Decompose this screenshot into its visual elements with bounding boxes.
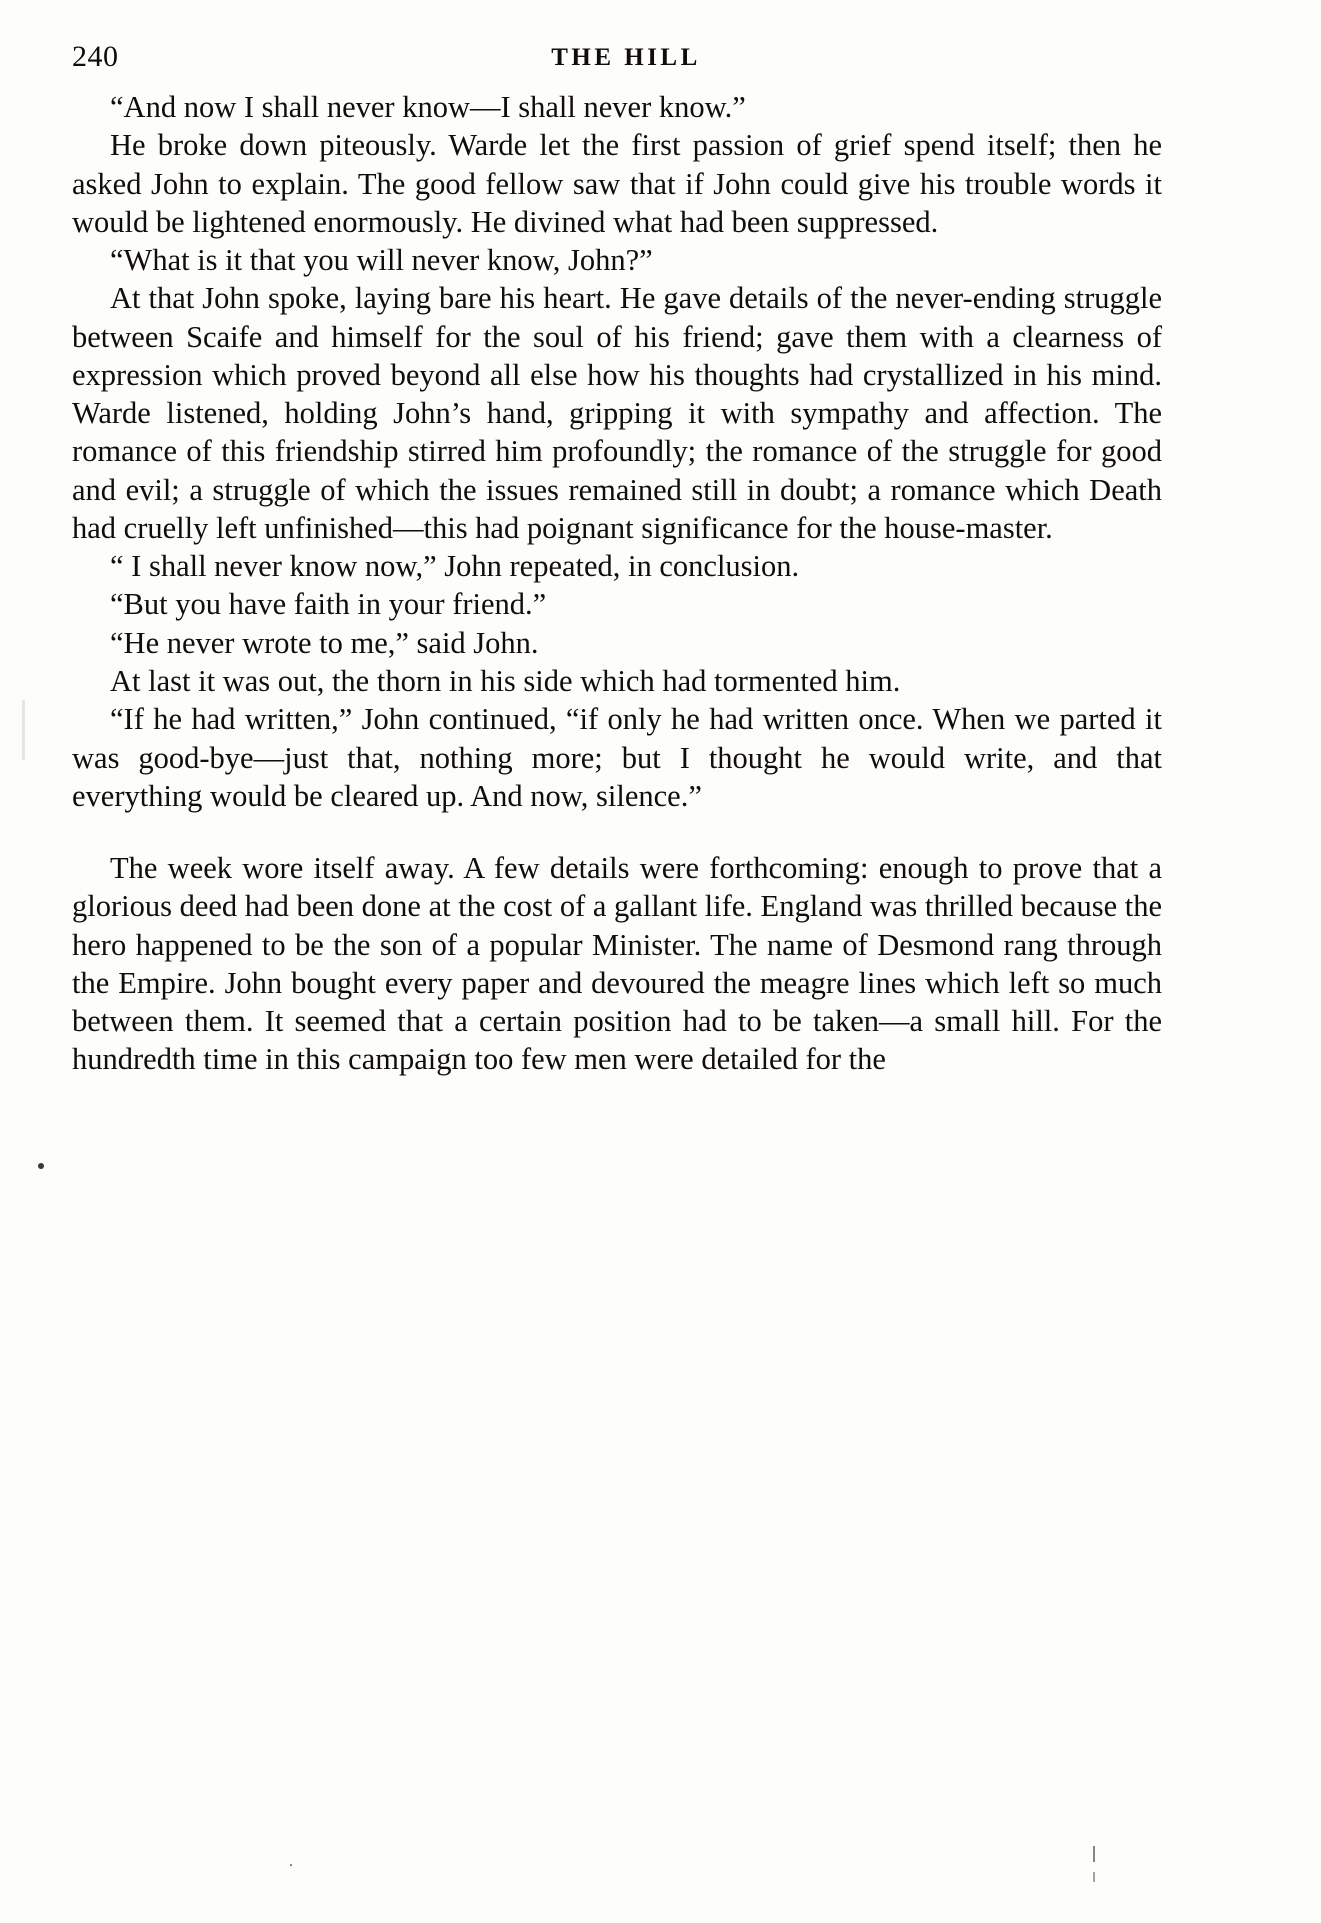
scan-edge-artifact — [22, 700, 25, 760]
page-footer — [0, 1820, 1321, 1920]
paragraph: “ I shall never know now,” John repeated, in conclusion. — [110, 549, 800, 584]
paragraph: At that John spoke, laying bare his heart. He gave details of the never-ending struggle between Scaife and himself for the soul of his friend; gave them with a clearness of expression which proved beyond all else how his thoughts had crystallized in his mind. Warde listened, holding John’s hand, gripping it with sympathy and affection. The romance of this friendship stirred him profoundly; the romance of the struggle for good and evil; a struggle of which the issues remained still in doubt; a romance which Death had cruelly left unfinished—this had poignant significance for the house-master. — [72, 281, 1162, 545]
paragraph: “If he had written,” John continued, “if only he had written once. When we parted it was good-bye—just that, nothing more; but I thought he would write, and that everything would be cleared up. And now, silence.” — [72, 702, 1162, 813]
paragraph: The week wore itself away. A few details were forthcoming: enough to prove that a glorious deed had been done at the cost of a gallant life. England was thrilled because the hero happened to be the son of a popular Minister. The name of Desmond rang through the Empire. John bought every paper and devoured the meagre lines which left so much between them. It seemed that a certain position had to be taken—a small hill. For the hundredth time in this campaign too few men were detailed for the — [72, 851, 1163, 1077]
page-number: 240 — [72, 40, 119, 73]
paragraph: He broke down piteously. Warde let the first passion of grief spend itself; then he asked John to explain. The good fellow saw that if John could give his trouble words it would be lightened enormously. He divined what had been suppressed. — [72, 128, 1162, 239]
paragraph: “He never wrote to me,” said John. — [110, 625, 539, 660]
body-text — [72, 88, 1162, 1079]
running-head-title: THE HILL — [551, 44, 701, 71]
scan-speck-artifact — [38, 1163, 44, 1169]
signature-mark: ˙ — [288, 1860, 295, 1880]
margin-tick-lower — [1093, 1872, 1095, 1882]
paragraph: At last it was out, the thorn in his side which had tormented him. — [110, 663, 901, 698]
margin-tick-upper — [1093, 1846, 1095, 1862]
page-content-area — [72, 30, 1162, 1079]
paragraph: “But you have faith in your friend.” — [110, 587, 547, 622]
paragraph: “And now I shall never know—I shall never know.” — [110, 90, 746, 124]
paragraph: “What is it that you will never know, John?” — [110, 243, 653, 278]
page-header — [72, 30, 1162, 82]
